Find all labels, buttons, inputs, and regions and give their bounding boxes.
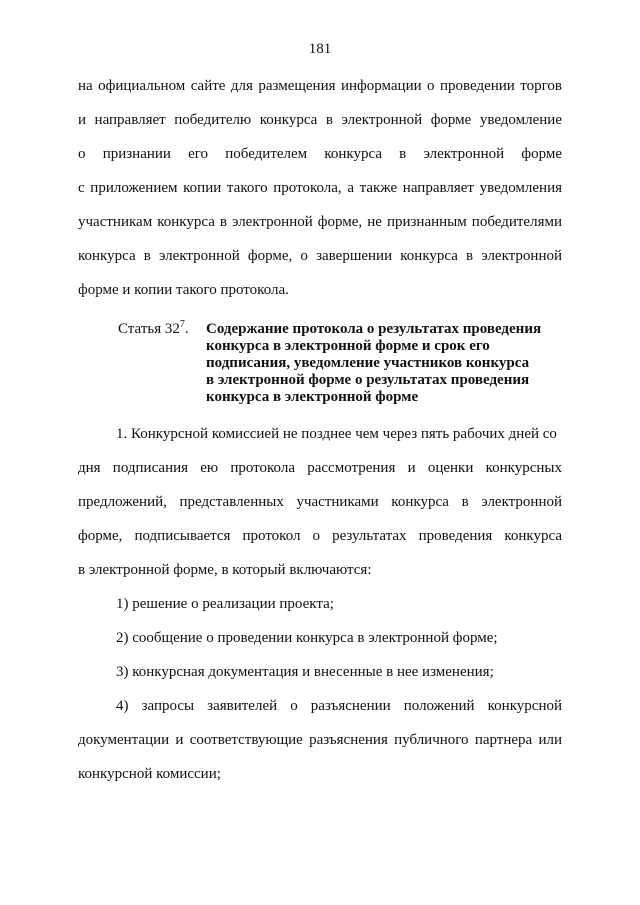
text-line: 1. Конкурсной комиссией не позднее чем через пять рабочих дней со — [116, 426, 557, 442]
list-item: 2) сообщение о проведении конкурса в электронной форме; — [116, 630, 498, 646]
article-title-line: конкурса в электронной форме и срок его — [206, 338, 490, 354]
text-line: конкурса в электронной форме, о завершении конкурса в электронной — [78, 248, 562, 264]
text-line: форме, подписывается протокол о результатах проведения конкурса — [78, 528, 562, 544]
article-title-line: в электронной форме о результатах проведения — [206, 372, 530, 388]
article-label-superscript: 7 — [179, 319, 185, 330]
text-line: и направляет победителю конкурса в электронной форме уведомление — [78, 112, 562, 128]
text-line: дня подписания ею протокола рассмотрения и оценки конкурсных — [78, 460, 562, 476]
text-line: документации и соответствующие разъяснения публичного партнера или — [78, 732, 562, 748]
article-label-suffix: . — [184, 321, 189, 337]
article-title — [206, 321, 562, 406]
text-line: с приложением копии такого протокола, а также направляет уведомления — [78, 180, 562, 196]
text-line: конкурсной комиссии; — [78, 766, 221, 782]
list-item: 1) решение о реализации проекта; — [116, 596, 334, 612]
article-title-line: конкурса в электронной форме — [206, 389, 419, 405]
text-line: участникам конкурса в электронной форме, не признанным победителями — [78, 214, 562, 230]
text-line: на официальном сайте для размещения информации о проведении торгов — [78, 78, 562, 94]
page-number: 181 — [308, 41, 332, 57]
article-label-text: Статья 32 — [118, 321, 180, 337]
text-line: форме и копии такого протокола. — [78, 282, 289, 298]
article-title-line: Содержание протокола о результатах проведения — [206, 321, 542, 337]
list-item: 4) запросы заявителей о разъяснении положений конкурсной — [116, 698, 562, 714]
text-line: предложений, представленных участниками конкурса в электронной — [78, 494, 562, 510]
paragraph-continuation — [78, 78, 562, 316]
article-title-line: подписания, уведомление участников конкурса — [206, 355, 530, 371]
text-line: в электронной форме, в который включаются: — [78, 562, 372, 578]
list-item: 3) конкурсная документация и внесенные в нее изменения; — [116, 664, 494, 680]
article-label — [118, 321, 189, 338]
article-body — [78, 426, 562, 800]
text-line: о признании его победителем конкурса в электронной форме — [78, 146, 562, 162]
